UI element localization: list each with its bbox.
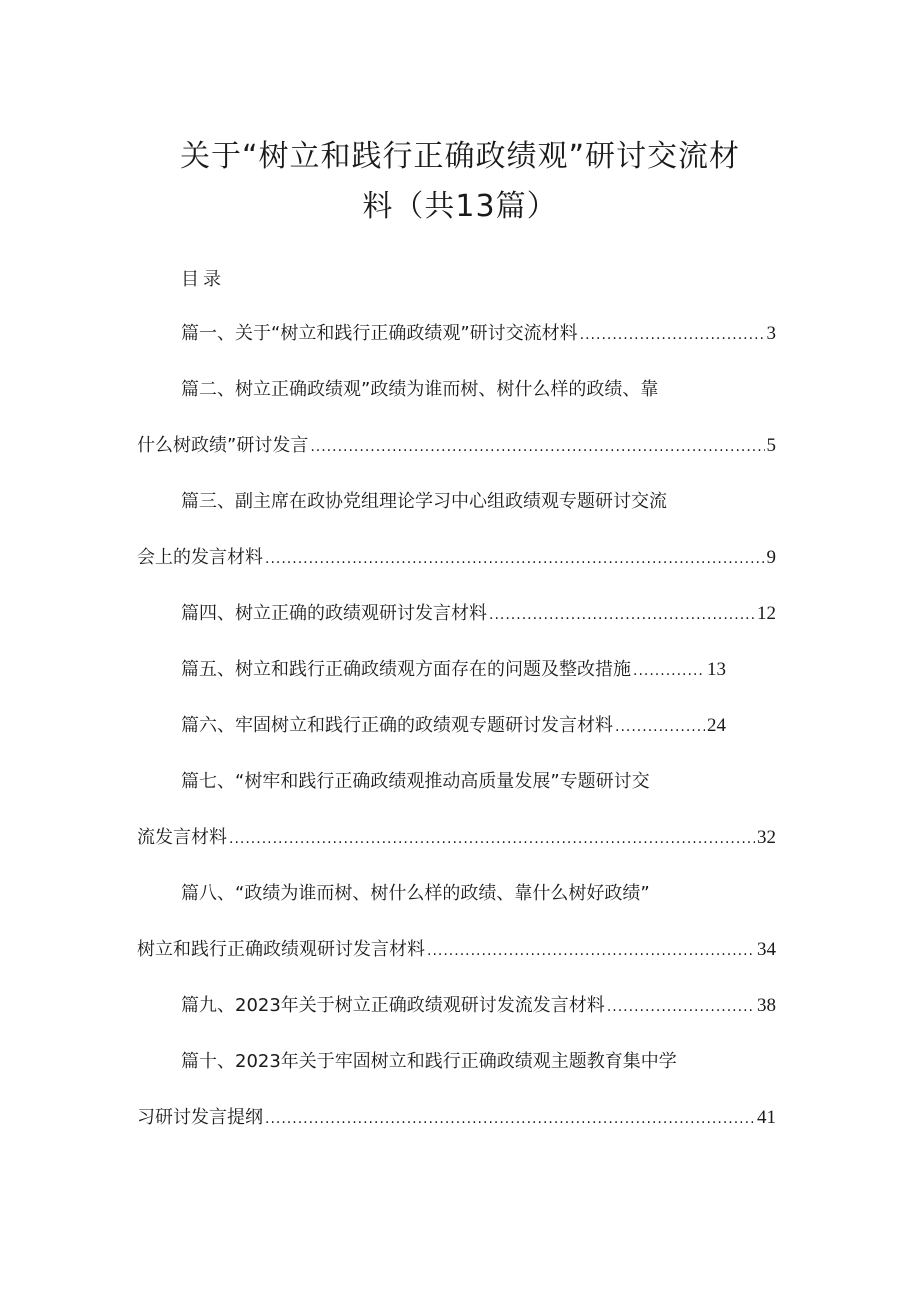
toc-leader-dots — [310, 433, 764, 461]
toc-entry-3-line-2[interactable] — [137, 544, 776, 572]
toc-entry-10-text-2: 习研讨发言提纲 — [137, 1107, 263, 1128]
toc-entry-5-page: 13 — [707, 659, 726, 680]
toc-heading: 目录 — [181, 269, 225, 290]
toc-entry-1[interactable] — [181, 320, 776, 348]
toc-entry-3-page: 9 — [766, 547, 776, 568]
toc-entry-3-line-1[interactable] — [181, 488, 776, 516]
toc-leader-dots — [633, 657, 705, 685]
toc-entry-7-page: 32 — [757, 827, 776, 848]
toc-entry-8-text-2: 树立和践行正确政绩观研讨发言材料 — [137, 939, 425, 960]
toc-entry-4[interactable] — [181, 600, 776, 628]
document-title-line-1: 关于“树立和践行正确政绩观”研讨交流材 — [179, 139, 741, 174]
toc-entry-3-text-1: 篇三、副主席在政协党组理论学习中心组政绩观专题研讨交流 — [181, 491, 667, 512]
toc-entry-9-page: 38 — [757, 995, 776, 1016]
toc-leader-dots — [427, 937, 755, 965]
toc-leader-dots — [229, 825, 755, 853]
toc-entry-4-text: 篇四、树立正确的政绩观研讨发言材料 — [181, 603, 487, 624]
toc-entry-6-page: 24 — [707, 715, 726, 736]
document-title — [140, 132, 780, 232]
toc-entry-4-page: 12 — [757, 603, 776, 624]
toc-entry-10-line-1[interactable] — [181, 1048, 776, 1076]
toc-entry-8-page: 34 — [757, 939, 776, 960]
toc-leader-dots — [580, 321, 765, 349]
toc-leader-dots — [265, 545, 765, 573]
toc-entry-10-page: 41 — [757, 1107, 776, 1128]
toc-entry-6[interactable] — [181, 712, 726, 740]
toc-entry-1-page: 3 — [766, 323, 776, 344]
toc-entry-10-text-1: 篇十、2023年关于牢固树立和践行正确政绩观主题教育集中学 — [181, 1051, 677, 1072]
toc-entry-2-text-2: 什么树政绩”研讨发言 — [137, 435, 309, 456]
toc-entry-9-text: 篇九、2023年关于树立正确政绩观研讨发流发言材料 — [181, 995, 605, 1016]
toc-leader-dots — [265, 1105, 755, 1133]
toc-entry-2-line-1[interactable] — [181, 376, 776, 404]
toc-leader-dots — [607, 993, 755, 1021]
toc-entry-2-line-2[interactable] — [137, 432, 776, 460]
toc-entry-1-text: 篇一、关于“树立和践行正确政绩观”研讨交流材料 — [181, 323, 578, 344]
document-title-line-2: 料（共13篇） — [362, 189, 558, 224]
toc-entry-2-page: 5 — [766, 435, 776, 456]
toc-entry-3-text-2: 会上的发言材料 — [137, 547, 263, 568]
toc-entry-8-line-1[interactable] — [181, 880, 776, 908]
toc-entry-7-text-1: 篇七、“树牢和践行正确政绩观推动高质量发展”专题研讨交 — [181, 771, 650, 792]
toc-entry-7-line-2[interactable] — [137, 824, 776, 852]
toc-entry-8-text-1: 篇八、“政绩为谁而树、树什么样的政绩、靠什么树好政绩” — [181, 883, 650, 904]
toc-leader-dots — [489, 601, 755, 629]
toc-entry-7-text-2: 流发言材料 — [137, 827, 227, 848]
toc-entry-9[interactable] — [181, 992, 776, 1020]
toc-entry-7-line-1[interactable] — [181, 768, 776, 796]
toc-entry-5-text: 篇五、树立和践行正确政绩观方面存在的问题及整改措施 — [181, 659, 631, 680]
toc-entry-8-line-2[interactable] — [137, 936, 776, 964]
toc-entry-10-line-2[interactable] — [137, 1104, 776, 1132]
toc-entry-5[interactable] — [181, 656, 726, 684]
toc-entry-2-text-1: 篇二、树立正确政绩观”政绩为谁而树、树什么样的政绩、靠 — [181, 379, 659, 400]
toc-leader-dots — [615, 713, 705, 741]
toc-entry-6-text: 篇六、牢固树立和践行正确的政绩观专题研讨发言材料 — [181, 715, 613, 736]
